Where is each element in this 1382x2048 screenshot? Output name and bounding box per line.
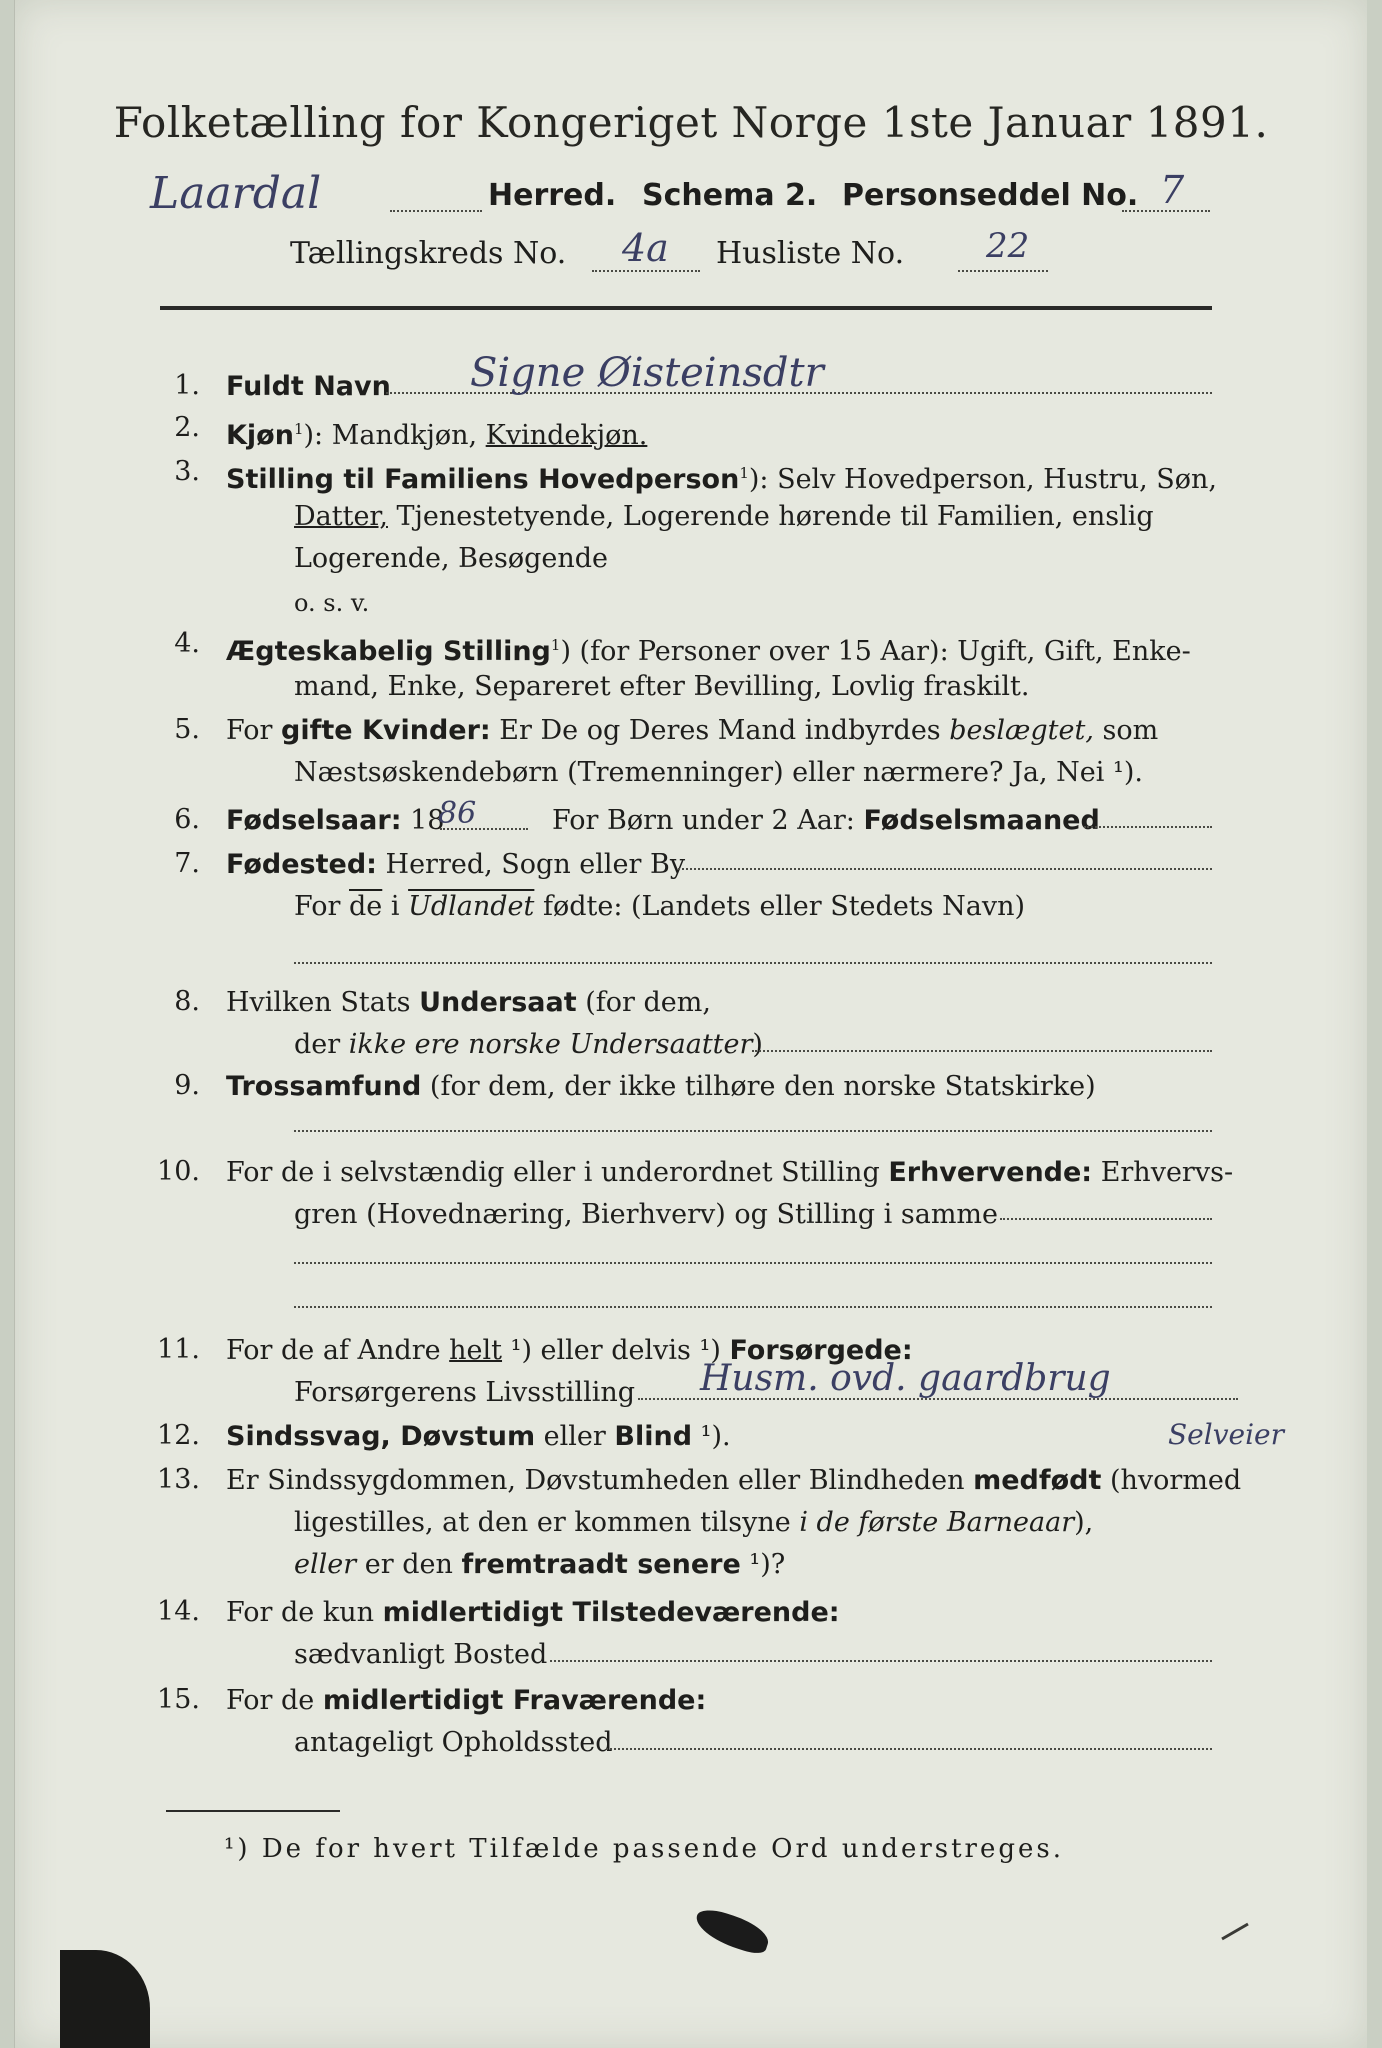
q8-l2b: ikke ere norske Undersaatter (348, 1029, 753, 1060)
q1-label: Fuldt Navn (226, 371, 391, 402)
q9-line (226, 1070, 1096, 1104)
herred-dots (390, 210, 482, 212)
footnote-rule (166, 1810, 340, 1812)
schema-label: Schema 2. (642, 178, 818, 213)
q15-number: 15. (157, 1684, 200, 1715)
q3-option-datter: Datter, (294, 501, 388, 532)
q4-number: 4. (174, 628, 200, 659)
q10-dots-1 (1000, 1218, 1212, 1220)
kreds-value: 4a (622, 226, 669, 270)
q9-number: 9. (174, 1070, 200, 1101)
q11-line1-text: ¹) eller delvis ¹) (502, 1335, 730, 1366)
q13-l3: er den (356, 1549, 462, 1580)
q13-label: medfødt (973, 1465, 1102, 1496)
q13-l2-end: ), (1074, 1507, 1094, 1538)
q12-label: Sindssvag, Døvstum (226, 1421, 536, 1452)
q3-line3: Logerende, Besøgende (294, 543, 608, 574)
herred-value: Laardal (150, 168, 322, 219)
q9-label: Trossamfund (226, 1071, 422, 1102)
q8-dots (752, 1050, 1212, 1052)
q10-line1 (226, 1156, 1233, 1190)
q7-line2 (294, 890, 1025, 924)
husliste-value: 22 (986, 226, 1030, 266)
q4-label: Ægteskabelig Stilling (226, 636, 551, 667)
kreds-dots (592, 270, 700, 272)
q2-option-kvindekjon: Kvindekjøn. (485, 420, 648, 451)
q8-line1 (226, 986, 711, 1020)
q8-label: Undersaat (419, 987, 577, 1018)
husliste-label: Husliste No. (716, 236, 905, 271)
q7-l2b: $\overline{de}$ (349, 891, 383, 922)
q8-pre: Hvilken Stats (226, 987, 420, 1018)
q15-label: midlertidigt Fraværende: (322, 1685, 707, 1716)
q3-number: 3. (174, 456, 200, 487)
husliste-dots (958, 270, 1048, 272)
q2-text (226, 412, 647, 453)
q13-label2: fremtraadt senere (461, 1549, 741, 1580)
personseddel-value: 7 (1160, 168, 1185, 212)
q5-number: 5. (174, 714, 200, 745)
q13-l1-end: (hvormed (1101, 1465, 1242, 1496)
q12-text: eller (535, 1421, 615, 1452)
q11-option-helt: helt (449, 1335, 503, 1366)
q3-line2 (294, 500, 1154, 534)
q5-pre: For (226, 715, 282, 746)
q14-pre: For de kun (226, 1597, 383, 1628)
q7-l2a: For (294, 891, 350, 922)
q7-number: 7. (174, 848, 200, 879)
q10-line2: gren (Hovednæring, Bierhverv) og Stilling i samme (294, 1199, 999, 1230)
header-rule (160, 306, 1212, 310)
q2-number: 2. (174, 412, 200, 443)
q4-line1 (226, 628, 1191, 669)
q4-line1-text: ) (for Personer over 15 Aar): Ugift, Gift, Enke- (560, 636, 1191, 667)
q3-label: Stilling til Familiens Hovedperson (226, 464, 740, 495)
q2-sep: ): Mandkjøn, (303, 420, 486, 451)
q12-end: ¹). (692, 1421, 731, 1452)
q2-sup: 1 (293, 420, 304, 438)
q14-line2: sædvanligt Bosted (294, 1639, 548, 1670)
q11-value2: Selveier (1168, 1418, 1285, 1451)
q3-line4: o. s. v. (294, 589, 370, 617)
q6-line (226, 804, 444, 838)
q6-label2: Fødselsmaaned (863, 805, 1100, 836)
q11-pre: For de af Andre (226, 1335, 450, 1366)
q11-value: Husm. ovd. gaardbrug (700, 1358, 1111, 1399)
q7-l2d: Udlandet (408, 891, 535, 922)
q8-line2 (294, 1028, 763, 1062)
q10-line1-end: Erhvervs- (1092, 1157, 1234, 1188)
q7-label: Fødested: (226, 849, 377, 880)
q6-line2 (552, 804, 1100, 838)
q8-line1-text: (for dem, (576, 987, 711, 1018)
q7-dots-2 (294, 962, 1212, 964)
q5-line1-italic: beslægtet, (949, 715, 1094, 746)
q13-l2: ligestilles, at den er kommen tilsyne (294, 1507, 800, 1538)
q13-line3 (294, 1548, 785, 1582)
q4-sup: 1 (550, 636, 561, 654)
q6-number: 6. (174, 804, 200, 835)
footnote: ¹) De for hvert Tilfælde passende Ord understreges. (224, 1834, 1065, 1864)
q10-number: 10. (157, 1156, 200, 1187)
q13-line1 (226, 1464, 1241, 1498)
q10-pre: For de i selvstændig eller i underordnet Stilling (226, 1157, 889, 1188)
q4-line2: mand, Enke, Separeret efter Bevilling, Lovlig fraskilt. (294, 671, 1030, 702)
q13-l1: Er Sindssygdommen, Døvstumheden eller Blindheden (226, 1465, 974, 1496)
q6-prefix: 18 (401, 805, 445, 836)
q7-dots (678, 868, 1212, 870)
q6-mid: For Børn under 2 Aar: (552, 805, 864, 836)
q13-number: 13. (157, 1464, 200, 1495)
q15-dots (606, 1748, 1212, 1750)
q12-line (226, 1420, 731, 1454)
q8-l2c: ) (752, 1029, 763, 1060)
q9-line-text: (for dem, der ikke tilhøre den norske Statskirke) (421, 1071, 1096, 1102)
q6-dots-year (440, 828, 528, 830)
q5-line1-text: Er De og Deres Mand indbyrdes (490, 715, 950, 746)
q2-label: Kjøn (226, 420, 294, 451)
q5-label: gifte Kvinder: (281, 715, 491, 746)
q11-label: Forsørgede: (729, 1335, 913, 1366)
q14-number: 14. (157, 1596, 200, 1627)
q12-label2: Blind (614, 1421, 693, 1452)
q5-line1 (226, 714, 1158, 748)
q13-l2-it: i de første Barneaar (799, 1507, 1075, 1538)
q10-label: Erhvervende: (888, 1157, 1093, 1188)
q5-line2: Næstsøskendebørn (Tremenninger) eller nærmere? Ja, Nei ¹). (294, 757, 1143, 788)
q11-number: 11. (157, 1334, 200, 1365)
form-title: Folketælling for Kongeriget Norge 1ste Januar 1891. (113, 98, 1269, 147)
q3-line2-text: Tjenestetyende, Logerende hørende til Familien, enslig (387, 501, 1154, 532)
q14-label: midlertidigt Tilstedeværende: (382, 1597, 840, 1628)
q7-l2c: i (382, 891, 409, 922)
q3-line1-text: ): Selv Hovedperson, Hustru, Søn, (748, 464, 1217, 495)
q15-line2: antageligt Opholdssted (294, 1727, 613, 1758)
q6-dots-month (1084, 826, 1212, 828)
q10-dots-2 (294, 1262, 1212, 1264)
q13-line2 (294, 1506, 1093, 1540)
herred-label: Herred. (488, 178, 617, 213)
q15-pre: For de (226, 1685, 323, 1716)
q12-number: 12. (157, 1420, 200, 1451)
q14-dots (550, 1660, 1212, 1662)
q14-line1 (226, 1596, 840, 1630)
q7-line1 (226, 848, 685, 882)
kreds-label: Tællingskreds No. (290, 236, 567, 271)
q1-number: 1. (174, 370, 200, 401)
q13-l3-end: ¹)? (740, 1549, 786, 1580)
q6-label: Fødselsaar: (226, 805, 402, 836)
q10-dots-3 (294, 1306, 1212, 1308)
q6-value: 86 (438, 796, 477, 831)
q15-line1 (226, 1684, 706, 1718)
q3-sup: 1 (739, 464, 749, 482)
q8-l2a: der (294, 1029, 349, 1060)
personseddel-label: Personseddel No. (842, 178, 1139, 213)
q7-l2e: fødte: (Landets eller Stedets Navn) (534, 891, 1025, 922)
q3-line1 (226, 456, 1217, 497)
q1-value: Signe Øisteinsdtr (470, 350, 824, 396)
q7-line1-text: Herred, Sogn eller By (376, 849, 686, 880)
q8-number: 8. (174, 986, 200, 1017)
q5-line1-end: som (1093, 715, 1159, 746)
q11-line2: Forsørgerens Livsstilling (294, 1377, 636, 1408)
q9-dots (294, 1130, 1212, 1132)
q13-l3-it: eller (294, 1549, 357, 1580)
